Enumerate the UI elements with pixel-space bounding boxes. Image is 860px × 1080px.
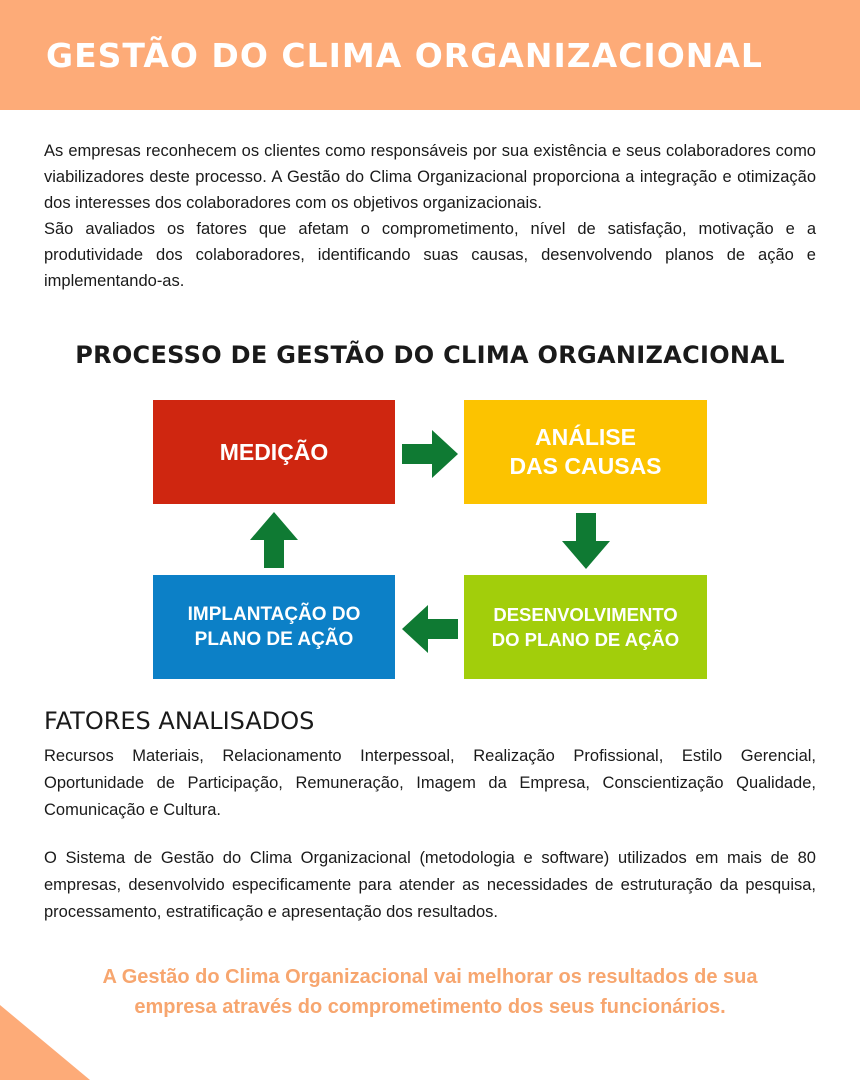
system-description: O Sistema de Gestão do Clima Organizacional (metodologia e software) utilizados em mais de 80 empresas, desenvolvido especificamente para atender as necessidades de estruturação da pesquisa, processamento, estratificação e apresentação dos resultados. [44,849,816,921]
header-banner [0,0,860,110]
step-analise-label-line1: ANÁLISE [535,424,636,450]
closing-line-1: A Gestão do Clima Organizacional vai melhorar os resultados de sua [102,966,758,988]
intro-section [44,138,816,294]
process-title: PROCESSO DE GESTÃO DO CLIMA ORGANIZACIONAL [75,341,785,369]
closing-line-2: empresa através do comprometimento dos seus funcionários. [134,996,726,1018]
step-desenvolvimento-label-line1: DESENVOLVIMENTO [493,604,678,625]
closing-statement [30,962,830,1022]
corner-decoration [0,1005,90,1080]
step-implantacao-label-line2: PLANO DE AÇÃO [194,629,354,650]
arrow-left-icon [402,605,458,653]
arrow-up-icon [250,512,298,568]
intro-paragraph-1: As empresas reconhecem os clientes como responsáveis por sua existência e seus colaboradores como viabilizadores deste processo. A Gestão do Clima Organizacional proporciona a integração e otimização dos interesses dos colaboradores com os objetivos organizacionais. [44,142,816,212]
factors-title: FATORES ANALISADOS [44,707,315,735]
step-analise-das-causas [464,400,707,504]
step-implantacao [153,575,395,679]
arrow-down-icon [562,513,610,569]
step-medicao-label: MEDIÇÃO [219,438,329,465]
step-desenvolvimento [464,575,707,679]
page-title: GESTÃO DO CLIMA ORGANIZACIONAL [46,36,763,75]
intro-paragraph-2: São avaliados os fatores que afetam o comprometimento, nível de satisfação, motivação e a produtividade dos colaboradores, identificando suas causas, desenvolvendo planos de ação e implementando-as. [44,220,816,290]
arrow-right-icon [402,430,458,478]
step-analise-label-line2: DAS CAUSAS [509,453,662,479]
factors-text: Recursos Materiais, Relacionamento Interpessoal, Realização Profissional, Estilo Gerencial, Oportunidade de Participação, Remuneração, Imagem da Empresa, Conscientização Qualidade, Comunicação e Cultura. [44,747,816,819]
step-implantacao-label-line1: IMPLANTAÇÃO DO [187,604,361,625]
step-medicao [153,400,395,504]
step-desenvolvimento-label-line2: DO PLANO DE AÇÃO [491,629,680,650]
